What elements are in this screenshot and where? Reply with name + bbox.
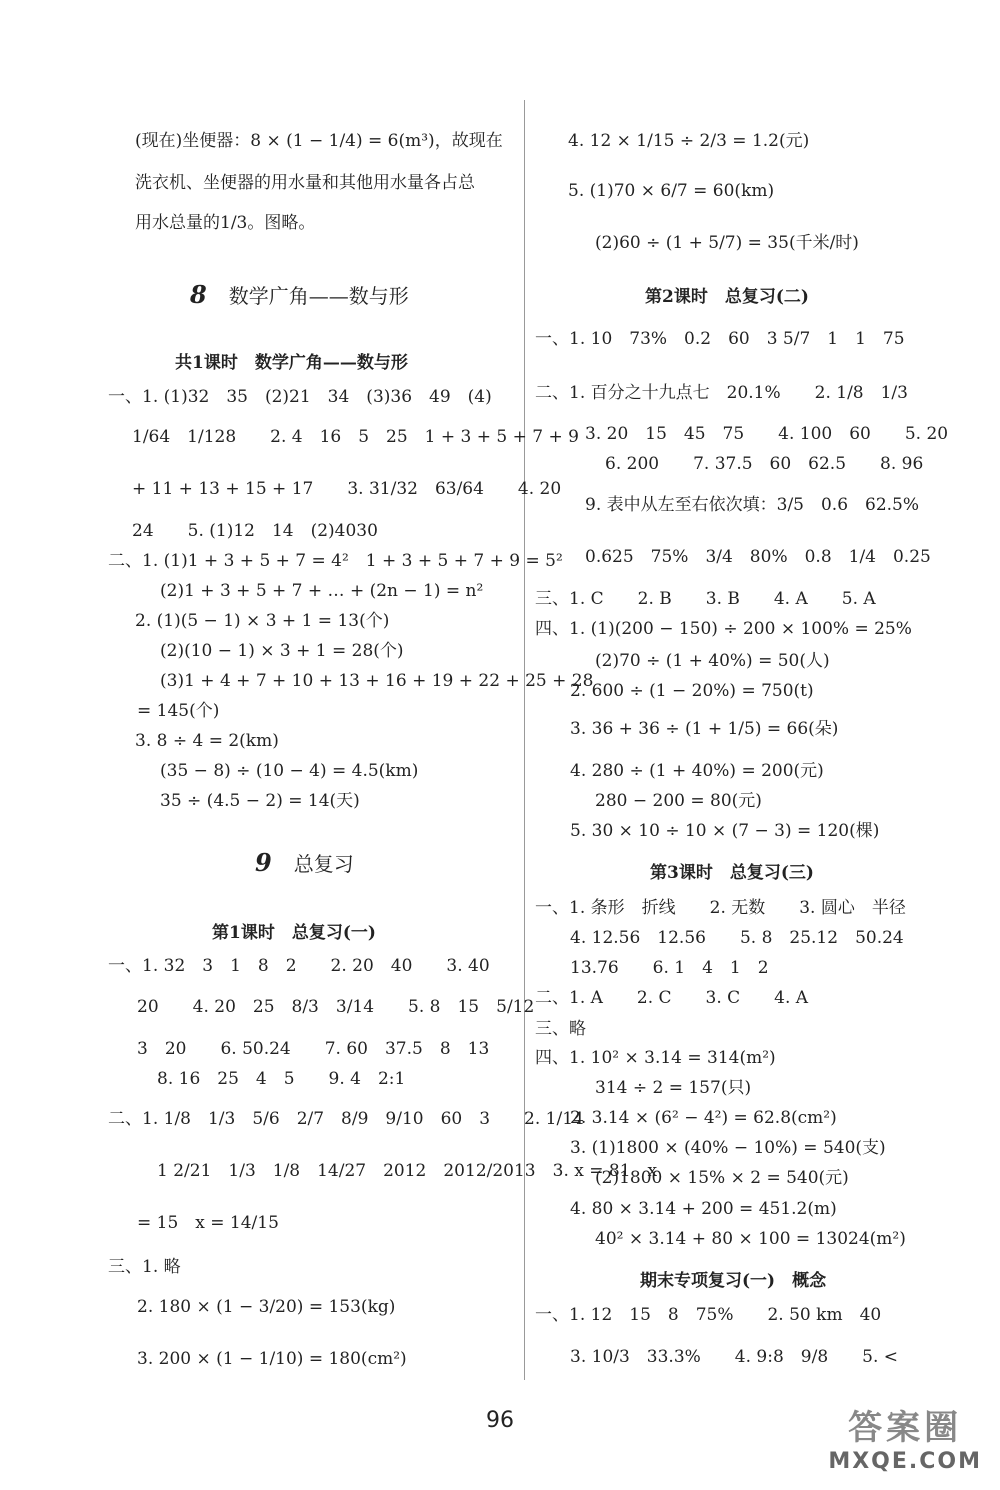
watermark-logo-text: 答案圈 <box>848 1408 963 1448</box>
answer-line: 3. 36 + 36 ÷ (1 + 1/5) = 66(朵) <box>570 719 839 739</box>
lesson-heading: 第2课时 总复习(二) <box>645 287 809 307</box>
answer-line: = 145(个) <box>137 701 220 721</box>
chapter-8-heading <box>190 280 409 309</box>
answer-line: 4. 12 × 1/15 ÷ 2/3 = 1.2(元) <box>568 131 810 151</box>
answer-line: (2)1 + 3 + 5 + 7 + … + (2n − 1) = n² <box>160 581 484 601</box>
answer-line: 3. (1)1800 × (40% − 10%) = 540(支) <box>570 1138 886 1158</box>
answer-line: (2)1800 × 15% × 2 = 540(元) <box>595 1168 849 1188</box>
answer-line: 一、1. 10 73% 0.2 60 3 5/7 1 1 75 <box>535 329 905 349</box>
answer-line: 二、1. A 2. C 3. C 4. A <box>535 988 809 1008</box>
answer-line: 5. 30 × 10 ÷ 10 × (7 − 3) = 120(棵) <box>570 821 880 841</box>
answer-line: (35 − 8) ÷ (10 − 4) = 4.5(km) <box>160 761 419 781</box>
page-number: 96 <box>486 1408 514 1433</box>
answer-line: = 15 x = 14/15 <box>137 1213 279 1233</box>
answer-line: 6. 200 7. 37.5 60 62.5 8. 96 <box>605 454 924 474</box>
answer-line: 3. 200 × (1 − 1/10) = 180(cm²) <box>137 1349 407 1369</box>
answer-line: (2)70 ÷ (1 + 40%) = 50(人) <box>595 651 830 671</box>
answer-line: 2. 600 ÷ (1 − 20%) = 750(t) <box>570 681 814 701</box>
answer-line: 3. 8 ÷ 4 = 2(km) <box>135 731 279 751</box>
answer-line: 2. (1)(5 − 1) × 3 + 1 = 13(个) <box>135 611 390 631</box>
answer-line: 一、1. (1)32 35 (2)21 34 (3)36 49 (4) <box>108 387 492 407</box>
lesson-heading: 期末专项复习(一) 概念 <box>640 1271 827 1291</box>
answer-line: 2. 3.14 × (6² − 4²) = 62.8(cm²) <box>570 1108 837 1128</box>
answer-line: 4. 280 ÷ (1 + 40%) = 200(元) <box>570 761 824 781</box>
answer-line: 8. 16 25 4 5 9. 4 2:1 <box>157 1069 406 1089</box>
lesson-heading: 共1课时 数学广角——数与形 <box>175 353 408 373</box>
lesson-heading: 第1课时 总复习(一) <box>212 923 376 943</box>
answer-line: 2. 180 × (1 − 3/20) = 153(kg) <box>137 1297 396 1317</box>
answer-line: 三、1. 略 <box>108 1257 181 1277</box>
intro-line: (现在)坐便器：8 × (1 − 1/4) = 6(m³)，故现在 <box>135 131 503 151</box>
answer-line: 280 − 200 = 80(元) <box>595 791 762 811</box>
answer-line: (2)60 ÷ (1 + 5/7) = 35(千米/时) <box>595 233 859 253</box>
answer-line: 9. 表中从左至右依次填：3/5 0.6 62.5% <box>585 495 920 515</box>
intro-line: 洗衣机、坐便器的用水量和其他用水量各占总 <box>135 173 475 193</box>
chapter-9-heading <box>255 848 354 877</box>
intro-line: 用水总量的1/3。图略。 <box>135 213 316 233</box>
answer-line: 3. 20 15 45 75 4. 100 60 5. 20 <box>585 424 949 444</box>
answer-line: 四、1. 10² × 3.14 = 314(m²) <box>535 1048 776 1068</box>
answer-line: 1 2/21 1/3 1/8 14/27 2012 2012/2013 3. x = 81 x <box>157 1161 658 1181</box>
chapter-number: 9 <box>255 848 272 877</box>
answer-line: 二、1. 1/8 1/3 5/6 2/7 8/9 9/10 60 3 2. 1/14 <box>108 1109 584 1129</box>
answer-line: + 11 + 13 + 15 + 17 3. 31/32 63/64 4. 20 <box>132 479 562 499</box>
answer-line: 3 20 6. 50.24 7. 60 37.5 8 13 <box>137 1039 490 1059</box>
answer-line: 四、1. (1)(200 − 150) ÷ 200 × 100% = 25% <box>535 619 912 639</box>
answer-line: (2)(10 − 1) × 3 + 1 = 28(个) <box>160 641 404 661</box>
answer-line: 24 5. (1)12 14 (2)4030 <box>132 521 378 541</box>
chapter-number: 8 <box>190 280 207 309</box>
answer-line: 二、1. (1)1 + 3 + 5 + 7 = 4² 1 + 3 + 5 + 7 + 9 = 5² <box>108 551 563 571</box>
answer-line: 4. 80 × 3.14 + 200 = 451.2(m) <box>570 1199 837 1219</box>
answer-line: 二、1. 百分之十九点七 20.1% 2. 1/8 1/3 <box>535 383 908 403</box>
answer-line: 13.76 6. 1 4 1 2 <box>570 958 769 978</box>
answer-line: 1/64 1/128 2. 4 16 5 25 1 + 3 + 5 + 7 + 9 <box>132 427 579 447</box>
answer-line: 5. (1)70 × 6/7 = 60(km) <box>568 181 775 201</box>
column-divider <box>524 100 525 1380</box>
answer-line: 一、1. 32 3 1 8 2 2. 20 40 3. 40 <box>108 956 490 976</box>
watermark-url: MXQE.COM <box>828 1449 982 1474</box>
answer-line: 三、略 <box>535 1019 586 1039</box>
watermark <box>828 1400 982 1474</box>
chapter-title: 数学广角——数与形 <box>228 284 409 308</box>
answer-line: 40² × 3.14 + 80 × 100 = 13024(m²) <box>595 1229 906 1249</box>
answer-line: 20 4. 20 25 8/3 3/14 5. 8 15 5/12 <box>137 997 535 1017</box>
chapter-title: 总复习 <box>293 852 354 876</box>
answer-line: 一、1. 条形 折线 2. 无数 3. 圆心 半径 <box>535 898 906 918</box>
answer-line: 3. 10/3 33.3% 4. 9:8 9/8 5. < <box>570 1347 899 1367</box>
answer-line: 4. 12.56 12.56 5. 8 25.12 50.24 <box>570 928 904 948</box>
answer-line: 35 ÷ (4.5 − 2) = 14(天) <box>160 791 360 811</box>
answer-line: (3)1 + 4 + 7 + 10 + 13 + 16 + 19 + 22 + 25 + 28 <box>160 671 594 691</box>
lesson-heading: 第3课时 总复习(三) <box>650 863 814 883</box>
answer-line: 314 ÷ 2 = 157(只) <box>595 1078 752 1098</box>
answer-line: 一、1. 12 15 8 75% 2. 50 km 40 <box>535 1305 882 1325</box>
answer-line: 0.625 75% 3/4 80% 0.8 1/4 0.25 <box>585 547 931 567</box>
answer-line: 三、1. C 2. B 3. B 4. A 5. A <box>535 589 876 609</box>
